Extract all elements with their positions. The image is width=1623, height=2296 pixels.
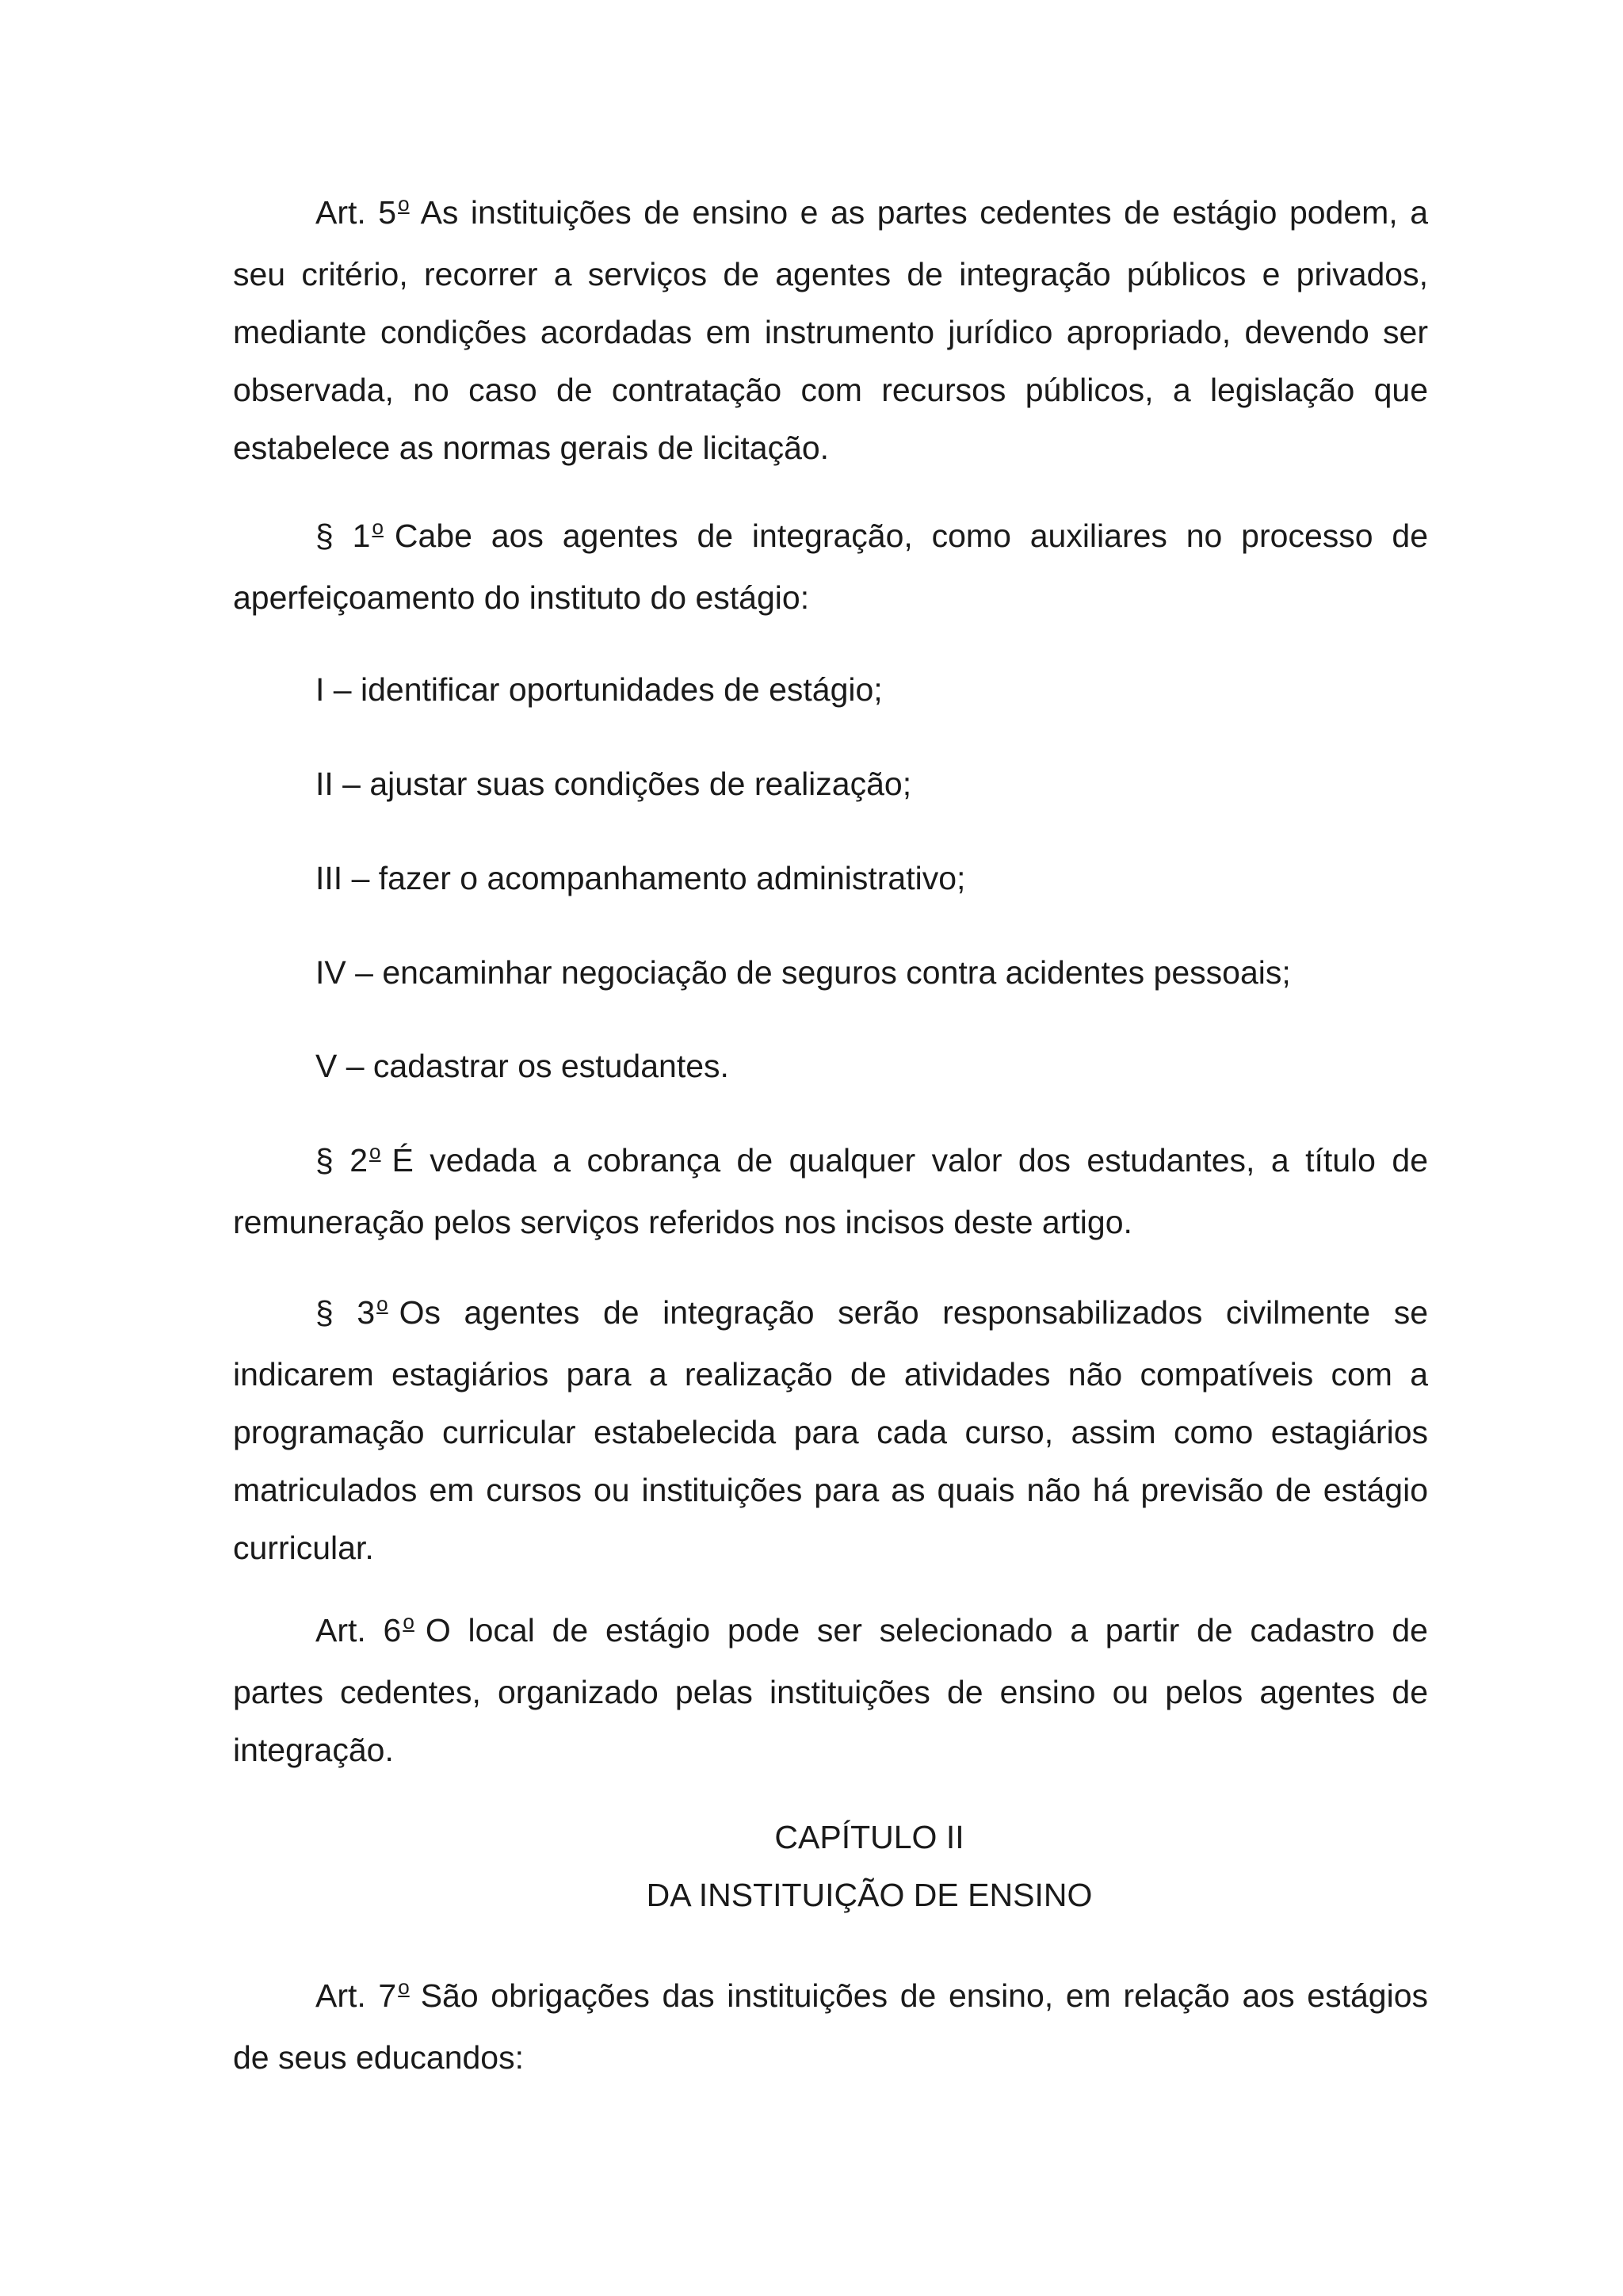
paragraph-2-text: É vedada a cobrança de qualquer valor dos estudantes, a título de remuneração pelos serviços referidos nos incisos deste artigo.: [233, 1142, 1429, 1240]
article-6-text: O local de estágio pode ser selecionado a partir de cadastro de partes cedentes, organizado pelas instituições de ensino ou pelos agentes de integração.: [233, 1612, 1428, 1768]
article-5: [233, 184, 1428, 477]
article-5-ordinal: o: [398, 192, 410, 216]
paragraph-1-text: Cabe aos agentes de integração, como auxiliares no processo de aperfeiçoamento do instituto do estágio:: [233, 518, 1428, 616]
article-7-label: Art. 7: [315, 1977, 397, 2014]
list-item-3: III – fazer o acompanhamento administrativo;: [315, 860, 966, 896]
paragraph-1-label: § 1: [315, 518, 371, 554]
article-6-ordinal: o: [403, 1610, 414, 1633]
article-5-text: As instituições de ensino e as partes cedentes de estágio podem, a seu critério, recorrer a serviços de agentes de integração públicos e privados, mediante condições acordadas em instrumento jurídico apropriado, devendo ser observada, no caso de contratação com recursos públicos, a legislação que estabelece as normas gerais de licitação.: [233, 194, 1428, 466]
paragraph-2-label: § 2: [315, 1142, 369, 1179]
paragraph-2: [233, 1132, 1428, 1251]
paragraph-3: [233, 1284, 1428, 1577]
paragraph-3-label: § 3: [315, 1294, 376, 1331]
paragraph-1: [233, 507, 1428, 627]
list-item-5: V – cadastrar os estudantes.: [315, 1048, 729, 1084]
paragraph-2-ordinal: o: [369, 1140, 381, 1163]
article-6-label: Art. 6: [315, 1612, 402, 1648]
paragraph-1-ordinal: o: [372, 515, 384, 539]
list-item-1: I – identificar oportunidades de estágio;: [315, 671, 883, 708]
paragraph-3-text: Os agentes de integração serão responsabilizados civilmente se indicarem estagiários para a realização de atividades não compatíveis com a programação curricular estabelecida para cada curso, assim como estagiários matriculados em cursos ou instituições para as quais não há previsão de estágio curricular.: [233, 1294, 1428, 1566]
paragraph-3-ordinal: o: [376, 1292, 388, 1316]
article-5-label: Art. 5: [315, 194, 397, 231]
list-item-4: IV – encaminhar negociação de seguros contra acidentes pessoais;: [315, 954, 1291, 991]
list-item-2: II – ajustar suas condições de realização;: [315, 766, 912, 802]
article-7-text: São obrigações das instituições de ensino, em relação aos estágios de seus educandos:: [233, 1977, 1428, 2076]
article-6: [233, 1602, 1428, 1779]
article-7-ordinal: o: [398, 1975, 410, 1999]
article-7: [233, 1967, 1428, 2087]
chapter-number: CAPÍTULO II: [774, 1819, 964, 1855]
chapter-title: DA INSTITUIÇÃO DE ENSINO: [646, 1877, 1093, 1913]
